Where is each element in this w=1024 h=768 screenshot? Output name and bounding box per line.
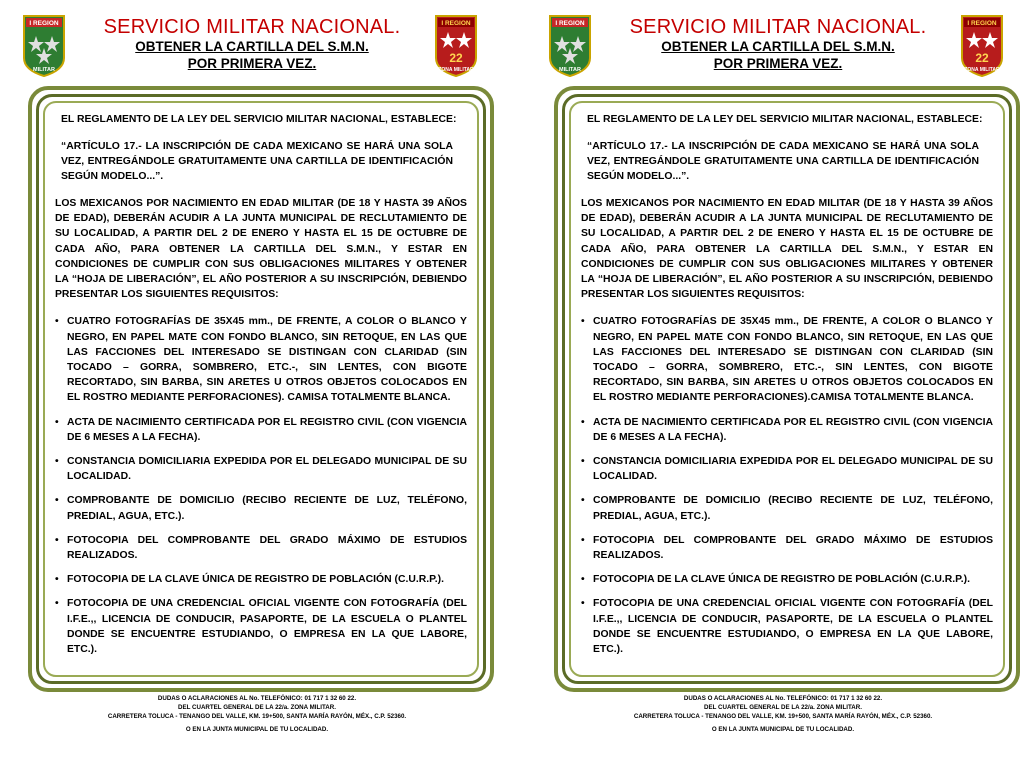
- list-item: • CONSTANCIA DOMICILIARIA EXPEDIDA POR EL DELEGADO MUNICIPAL DE SU LOCALIDAD.: [581, 456, 993, 483]
- region-militar-badge: [546, 14, 594, 78]
- list-item: • FOTOCOPIA DE UNA CREDENCIAL OFICIAL VIGENTE CON FOTOGRAFÍA (DEL I.F.E.,, LICENCIA DE CONDUCIR, PASAPORTE, DE LA ESCUELA O PLANTEL DONDE SE ENCUENTRE ESTUDIANDO, O EMPRESA EN LA QUE LABORE, ETC.).: [55, 598, 467, 656]
- list-item: • CUATRO FOTOGRAFÍAS DE 35X45 mm., DE FRENTE, A COLOR O BLANCO Y NEGRO, EN PAPEL MATE CON FONDO BLANCO, SIN RETOQUE, EN LAS QUE LAS FACCIONES DEL INTERESADO SE DISTINGAN CON CLARIDAD (SIN TOCADO – GORRA, SOMBRERO, ETC.-, SIN LENTES, CON BIGOTE RECORTADO, SIN BARBA, SIN ARETES U OTROS OBJETOS COLOCADOS EN EL ROSTRO MEDIANTE PERFORACIONES). CAMISA TOTALMENTE BLANCA.: [55, 316, 467, 404]
- content-frame: [554, 86, 1020, 692]
- article-quote: “ARTÍCULO 17.- LA INSCRIPCIÓN DE CADA MEXICANO SE HARÁ UNA SOLA VEZ, ENTREGÁNDOLE GRATUITAMENTE UNA CARTILLA DE IDENTIFICACIÓN SEGÚN MODELO...”.: [587, 141, 979, 182]
- svg-text:MILITAR: MILITAR: [33, 67, 55, 73]
- bullet-icon: •: [55, 456, 59, 468]
- bullet-icon: •: [581, 416, 585, 428]
- requirements-paragraph: LOS MEXICANOS POR NACIMIENTO EN EDAD MILITAR (DE 18 Y HASTA 39 AÑOS DE EDAD), DEBERÁN ACUDIR A LA JUNTA MUNICIPAL DE RECLUTAMIENTO DE SU LOCALIDAD, A PARTIR DEL 2 DE ENERO Y HASTA EL 15 DE OCTUBRE DE CADA AÑO, PARA OBTENER LA CARTILLA DEL S.M.N., Y ESTAR EN CONDICIONES DE CUMPLIR CON SUS OBLIGACIONES MILITARES Y OBTENER LA “HOJA DE LIBERACIÓN”, EL AÑO POSTERIOR A SU INSCRIPCIÓN, DEBIENDO PRESENTAR LOS SIGUIENTES REQUISITOS:: [55, 198, 467, 301]
- flyer-titles: [606, 16, 950, 72]
- bullet-icon: •: [581, 574, 585, 586]
- list-item: • COMPROBANTE DE DOMICILIO (RECIBO RECIENTE DE LUZ, TELÉFONO, PREDIAL, AGUA, ETC.).: [55, 495, 467, 522]
- intro-text: EL REGLAMENTO DE LA LEY DEL SERVICIO MILITAR NACIONAL, ESTABLECE:: [587, 114, 983, 125]
- svg-text:MILITAR: MILITAR: [559, 67, 581, 73]
- zona-militar-badge: [432, 14, 480, 78]
- subtitle-line1: OBTENER LA CARTILLA DEL S.M.N.: [661, 39, 895, 54]
- svg-text:ZONA MILITAR: ZONA MILITAR: [438, 67, 474, 73]
- list-item: • FOTOCOPIA DEL COMPROBANTE DEL GRADO MÁXIMO DE ESTUDIOS REALIZADOS.: [55, 534, 467, 562]
- subtitle-line1: OBTENER LA CARTILLA DEL S.M.N.: [135, 39, 369, 54]
- bullet-icon: •: [581, 534, 585, 546]
- region-militar-badge: [20, 14, 68, 78]
- bullet-icon: •: [55, 495, 59, 507]
- footer-phone: DUDAS O ACLARACIONES AL No. TELEFÓNICO: 01 717 1 32 60 22.: [683, 695, 883, 702]
- requirements-list: [55, 314, 467, 657]
- list-item: • FOTOCOPIA DE UNA CREDENCIAL OFICIAL VIGENTE CON FOTOGRAFÍA (DEL I.F.E.,, LICENCIA DE CONDUCIR, PASAPORTE, DE LA ESCUELA O PLANTEL DONDE SE ENCUENTRE ESTUDIANDO, O EMPRESA EN LA QUE LABORE, ETC.).: [581, 598, 993, 656]
- list-item: • ACTA DE NACIMIENTO CERTIFICADA POR EL REGISTRO CIVIL (CON VIGENCIA DE 6 MESES A LA FECHA).: [581, 416, 993, 443]
- flyer-header: [10, 8, 504, 88]
- list-item: • FOTOCOPIA DE LA CLAVE ÚNICA DE REGISTRO DE POBLACIÓN (C.U.R.P.).: [581, 572, 993, 587]
- bullet-icon: •: [581, 456, 585, 468]
- footer-junta: O EN LA JUNTA MUNICIPAL DE TU LOCALIDAD.: [711, 726, 855, 733]
- bullet-icon: •: [55, 316, 59, 328]
- requirements-list: [581, 314, 993, 657]
- list-item: • FOTOCOPIA DE LA CLAVE ÚNICA DE REGISTRO DE POBLACIÓN (C.U.R.P.).: [55, 572, 467, 587]
- bullet-icon: •: [581, 495, 585, 507]
- svg-text:I REGION: I REGION: [555, 20, 585, 27]
- subtitle-line2: POR PRIMERA VEZ.: [713, 56, 843, 71]
- list-item: • ACTA DE NACIMIENTO CERTIFICADA POR EL REGISTRO CIVIL (CON VIGENCIA DE 6 MESES A LA FECHA).: [55, 416, 467, 443]
- list-item: • FOTOCOPIA DEL COMPROBANTE DEL GRADO MÁXIMO DE ESTUDIOS REALIZADOS.: [581, 534, 993, 562]
- bullet-icon: •: [55, 574, 59, 586]
- intro-text: EL REGLAMENTO DE LA LEY DEL SERVICIO MILITAR NACIONAL, ESTABLECE:: [61, 114, 457, 125]
- bullet-icon: •: [55, 534, 59, 546]
- bullet-icon: •: [581, 316, 585, 328]
- page-title: SERVICIO MILITAR NACIONAL.: [103, 16, 401, 38]
- list-item: • CUATRO FOTOGRAFÍAS DE 35X45 mm., DE FRENTE, A COLOR O BLANCO Y NEGRO, EN PAPEL MATE CON FONDO BLANCO, SIN RETOQUE, EN LAS QUE LAS FACCIONES DEL INTERESADO SE DISTINGAN CON CLARIDAD (SIN TOCADO – GORRA, SOMBRERO, ETC.-, SIN LENTES, CON BIGOTE RECORTADO, SIN BARBA, SIN ARETES U OTROS OBJETOS COLOCADOS EN EL ROSTRO MEDIANTE PERFORACIONES).CAMISA TOTALMENTE BLANCA.: [581, 316, 993, 404]
- page-title: SERVICIO MILITAR NACIONAL.: [629, 16, 927, 38]
- svg-text:I REGION: I REGION: [967, 20, 997, 27]
- subtitle-line2: POR PRIMERA VEZ.: [187, 56, 317, 71]
- zona-militar-badge: [958, 14, 1006, 78]
- bullet-icon: •: [55, 416, 59, 428]
- flyer-header: [536, 8, 1024, 88]
- footer-hq: DEL CUARTEL GENERAL DE LA 22/a. ZONA MILITAR.: [704, 704, 862, 711]
- footer-address: CARRETERA TOLUCA - TENANGO DEL VALLE, KM. 19+500, SANTA MARÍA RAYÓN, MÉX., C.P. 52360.: [107, 713, 407, 720]
- flyer-right: [536, 0, 1024, 768]
- requirements-paragraph: LOS MEXICANOS POR NACIMIENTO EN EDAD MILITAR (DE 18 Y HASTA 39 AÑOS DE EDAD), DEBERÁN ACUDIR A LA JUNTA MUNICIPAL DE RECLUTAMIENTO DE SU LOCALIDAD, A PARTIR DEL 2 DE ENERO Y HASTA EL 15 DE OCTUBRE DE CADA AÑO, PARA OBTENER LA CARTILLA DEL S.M.N., Y ESTAR EN CONDICIONES DE CUMPLIR CON SUS OBLIGACIONES MILITARES Y OBTENER LA “HOJA DE LIBERACIÓN”, EL AÑO POSTERIOR A SU INSCRIPCIÓN, DEBIENDO PRESENTAR LOS SIGUIENTES REQUISITOS:: [581, 198, 993, 301]
- svg-text:22: 22: [449, 51, 463, 65]
- flyer-titles: [80, 16, 424, 72]
- footer-address: CARRETERA TOLUCA - TENANGO DEL VALLE, KM. 19+500, SANTA MARÍA RAYÓN, MÉX., C.P. 52360.: [633, 713, 933, 720]
- footer-junta: O EN LA JUNTA MUNICIPAL DE TU LOCALIDAD.: [185, 726, 329, 733]
- svg-text:I REGION: I REGION: [29, 20, 59, 27]
- footer-phone: DUDAS O ACLARACIONES AL No. TELEFÓNICO: 01 717 1 32 60 22.: [157, 695, 357, 702]
- flyer-left: [10, 0, 504, 768]
- bullet-icon: •: [55, 598, 59, 610]
- list-item: • CONSTANCIA DOMICILIARIA EXPEDIDA POR EL DELEGADO MUNICIPAL DE SU LOCALIDAD.: [55, 456, 467, 483]
- contact-footer: [536, 694, 1024, 734]
- list-item: • COMPROBANTE DE DOMICILIO (RECIBO RECIENTE DE LUZ, TELÉFONO, PREDIAL, AGUA, ETC.).: [581, 495, 993, 522]
- article-quote: “ARTÍCULO 17.- LA INSCRIPCIÓN DE CADA MEXICANO SE HARÁ UNA SOLA VEZ, ENTREGÁNDOLE GRATUITAMENTE UNA CARTILLA DE IDENTIFICACIÓN SEGÚN MODELO...”.: [61, 141, 453, 182]
- svg-text:I REGION: I REGION: [441, 20, 471, 27]
- content-frame: [28, 86, 494, 692]
- bullet-icon: •: [581, 598, 585, 610]
- svg-text:22: 22: [975, 51, 989, 65]
- svg-text:ZONA MILITAR: ZONA MILITAR: [964, 67, 1000, 73]
- footer-hq: DEL CUARTEL GENERAL DE LA 22/a. ZONA MILITAR.: [178, 704, 336, 711]
- contact-footer: [10, 694, 504, 734]
